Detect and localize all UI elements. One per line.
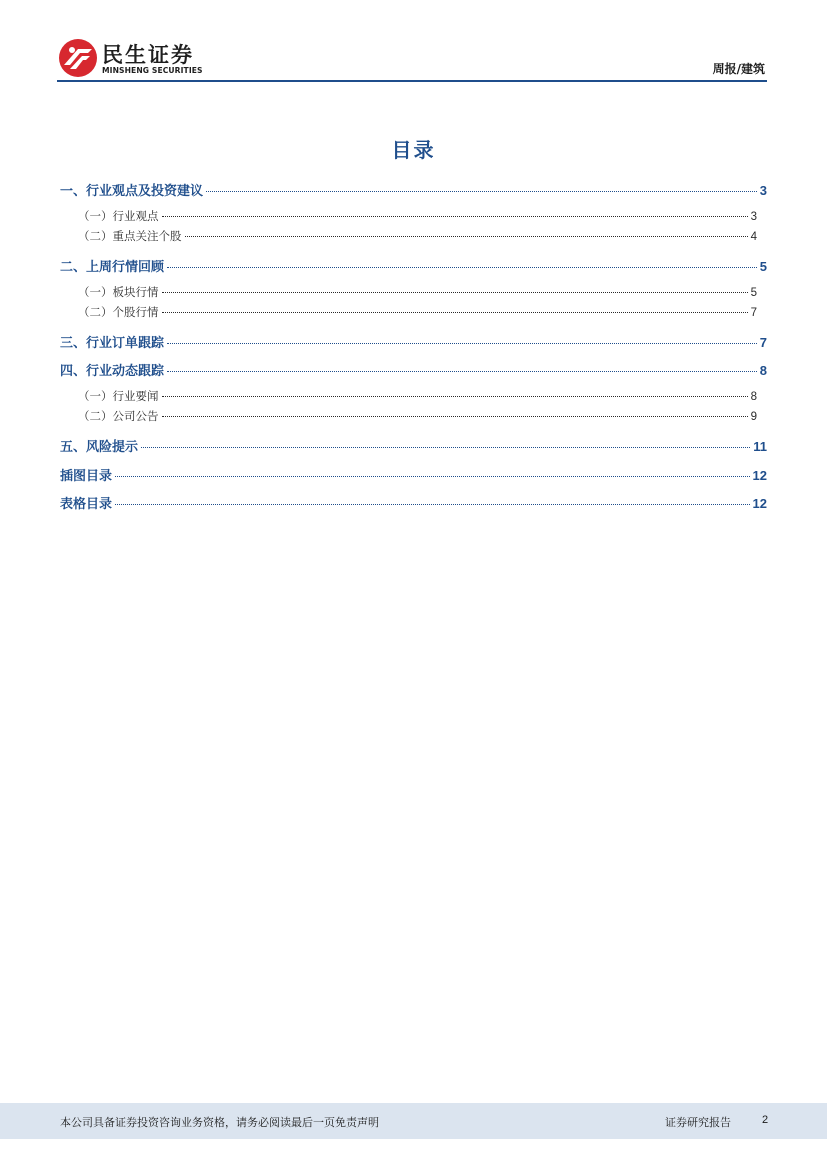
header-divider xyxy=(57,80,767,82)
page-footer xyxy=(0,1103,827,1139)
footer-disclaimer: 本公司具备证券投资咨询业务资格，请务必阅读最后一页免责声明 xyxy=(60,1116,379,1129)
toc-entry[interactable] xyxy=(60,256,767,275)
toc-entry[interactable] xyxy=(78,388,757,404)
toc-entry-label: 二、上周行情回顾 xyxy=(60,260,165,275)
toc-page-number: 7 xyxy=(750,307,757,319)
toc-title: 目录 xyxy=(391,138,436,162)
toc-page-number: 5 xyxy=(759,259,767,274)
page-number: 2 xyxy=(762,1114,769,1126)
dot-leader xyxy=(115,504,750,505)
toc-page-number: 12 xyxy=(752,496,767,511)
toc-entry-label: 插图目录 xyxy=(60,469,113,484)
toc-page-number: 3 xyxy=(759,183,767,198)
toc-page-number: 3 xyxy=(750,211,757,223)
toc-entry[interactable] xyxy=(60,465,767,484)
minsheng-logo-icon xyxy=(58,38,98,78)
toc-entry-label: （一）板块行情 xyxy=(78,285,159,299)
toc-entry[interactable] xyxy=(78,228,757,244)
toc-entry[interactable] xyxy=(60,493,767,512)
dot-leader xyxy=(162,292,748,293)
logo-chinese-name: 民生证券 xyxy=(102,43,194,67)
toc-entry-label: （一）行业要闻 xyxy=(78,389,159,403)
toc-entry-label: （一）行业观点 xyxy=(78,209,159,223)
dot-leader xyxy=(185,236,748,237)
dot-leader xyxy=(162,416,748,417)
toc-entry-label: （二）公司公告 xyxy=(78,409,159,423)
dot-leader xyxy=(115,476,750,477)
toc-page-number: 11 xyxy=(753,439,767,454)
toc-entry-label: 一、行业观点及投资建议 xyxy=(60,184,204,199)
toc-entry-label: （二）重点关注个股 xyxy=(78,229,182,243)
report-type-label: 周报/建筑 xyxy=(712,62,765,76)
toc-entry-label: 三、行业订单跟踪 xyxy=(60,336,165,351)
dot-leader xyxy=(167,267,757,268)
dot-leader xyxy=(167,371,757,372)
toc-page-number: 8 xyxy=(759,363,767,378)
toc-page-number: 9 xyxy=(750,411,757,423)
footer-report-label: 证券研究报告 xyxy=(665,1116,731,1129)
toc-page-number: 4 xyxy=(750,231,757,243)
logo-english-name: MINSHENG SECURITIES xyxy=(102,66,203,75)
toc-page-number: 7 xyxy=(759,335,767,350)
dot-leader xyxy=(206,191,757,192)
toc-entry[interactable] xyxy=(78,408,757,424)
toc-entry[interactable] xyxy=(60,436,767,455)
toc-entry[interactable] xyxy=(60,332,767,351)
toc-entry-label: 四、行业动态跟踪 xyxy=(60,364,165,379)
toc-entry-label: 五、风险提示 xyxy=(60,440,139,455)
dot-leader xyxy=(141,447,750,448)
toc-entry[interactable] xyxy=(78,304,757,320)
dot-leader xyxy=(167,343,757,344)
toc-entry-label: 表格目录 xyxy=(60,497,113,512)
page-header xyxy=(0,0,827,90)
toc-entry[interactable] xyxy=(60,360,767,379)
toc-page-number: 12 xyxy=(752,468,767,483)
company-logo xyxy=(58,38,218,80)
dot-leader xyxy=(162,216,748,217)
toc-entry[interactable] xyxy=(60,180,767,199)
toc-page-number: 5 xyxy=(750,287,757,299)
dot-leader xyxy=(162,312,748,313)
toc-entry[interactable] xyxy=(78,284,757,300)
toc-entry-label: （二）个股行情 xyxy=(78,305,159,319)
toc-entry[interactable] xyxy=(78,208,757,224)
toc-page-number: 8 xyxy=(750,391,757,403)
dot-leader xyxy=(162,396,748,397)
